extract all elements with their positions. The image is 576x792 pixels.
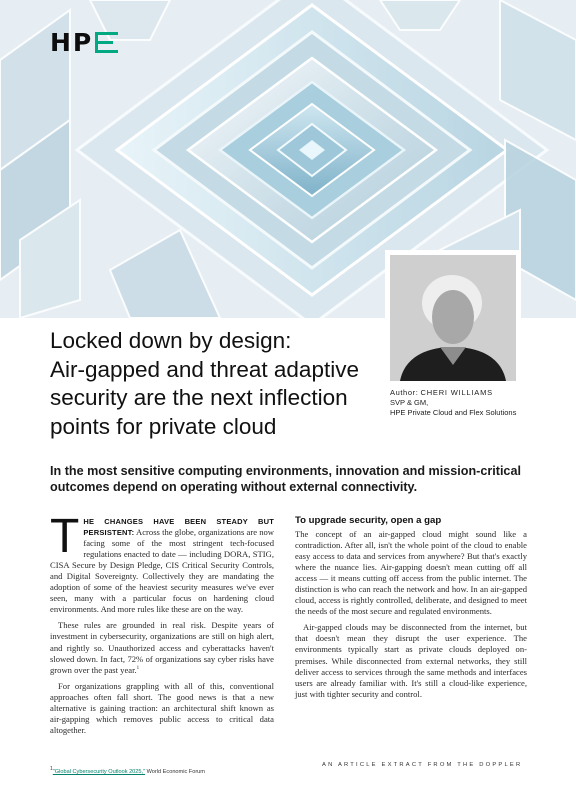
logo-text: HP <box>50 28 94 57</box>
title-line: security are the next inflection <box>50 385 348 410</box>
article-title <box>50 327 380 441</box>
article-subtitle <box>50 463 530 495</box>
author-org: HPE Private Cloud and Flex Solutions <box>390 408 517 417</box>
hpe-logo <box>50 30 118 56</box>
footnote-link[interactable]: "Global Cybersecurity Outlook 2025," <box>52 769 146 775</box>
section-heading: To upgrade security, open a gap <box>295 515 442 526</box>
paragraph-text: Air-gapped clouds may be disconnected from the internet, but that doesn't mean they disrupt the user experience. The environments typically start as private clouds deployed on-premises. While disconnected from external networks, they still deliver access to services through the same methods and interfaces users are already familiar with. It's still a cloud-like experience, just with tighter security and control. <box>295 622 527 699</box>
title-line: Locked down by design: <box>50 328 292 353</box>
paragraph-text: Across the globe, organizations are now facing some of the most stringent tech-focused regulations enacted to date — including DORA, STIG, CISA Secure by Design Pledge, CIS Critical Security Controls, and Digital Sovereignty. Collectively they are mandating the adoption of some of the heaviest security measures we've ever seen, many with a particular focus on hardening cloud environments. And more rules like these are on the way. <box>50 527 274 615</box>
logo-e-mark <box>95 32 118 54</box>
author-photo-frame <box>385 250 521 386</box>
author-label: Author: <box>390 388 419 397</box>
footer-tag: AN ARTICLE EXTRACT FROM THE DOPPLER <box>322 762 523 768</box>
paragraph <box>295 622 527 699</box>
author-byline <box>390 388 560 398</box>
footnote-source: World Economic Forum <box>145 769 205 775</box>
footnote-ref[interactable]: 1 <box>136 665 140 671</box>
author-role: SVP & GM, <box>390 398 429 407</box>
logo-bar <box>95 32 118 35</box>
lead-in: HE CHANGES HAVE BEEN STEADY BUT PERSISTENT: <box>83 517 274 538</box>
author-block <box>390 388 560 418</box>
body-column-right <box>295 514 527 705</box>
subtitle-line: outcomes depend on operating without external connectivity. <box>50 480 418 494</box>
paragraph <box>50 681 274 736</box>
title-line: points for private cloud <box>50 413 277 439</box>
paragraph <box>50 510 274 615</box>
logo-bar <box>95 50 118 53</box>
paragraph-text: These rules are grounded in real risk. Despite years of investment in cybersecurity, organizations are still on high alert, and rightly so. Unauthorized access and cyberattacks haven't slowed down. In fact, 72% of organizations say cyber risks have grown over the past year. <box>50 620 274 675</box>
author-photo <box>390 255 516 381</box>
paragraph <box>50 620 274 675</box>
subtitle-line: In the most sensitive computing environments, innovation and mission-critical <box>50 464 521 478</box>
paragraph-text: For organizations grappling with all of this, conventional approaches often fall short. The good news is that a new alternative is gaining traction: an architectural shift known as air-gapping which removes public access to critical data altogether. <box>50 680 274 735</box>
paragraph-text: The concept of an air-gapped cloud might sound like a contradiction. After all, isn't the whole point of the cloud to enable easy access to data and services from anywhere? But that's exactly where the nuance lies. Air-gapping doesn't mean cutting off all access — it means cutting off access from the public internet. The distinction is who can reach the network and how. In an air-gapped cloud, access is rightly controlled, deliberate, and designed to meet the needs of the most secure and regulated environments. <box>295 529 527 617</box>
footnote-marker: 1 <box>50 766 53 773</box>
author-name: CHERI WILLIAMS <box>420 388 493 397</box>
footnote <box>50 768 205 776</box>
title-line: Air-gapped and threat adaptive <box>50 356 359 382</box>
portrait-icon <box>390 255 516 381</box>
logo-bar <box>95 32 98 53</box>
paragraph <box>295 529 527 617</box>
dropcap: T <box>50 510 80 563</box>
body-column-left <box>50 510 274 741</box>
